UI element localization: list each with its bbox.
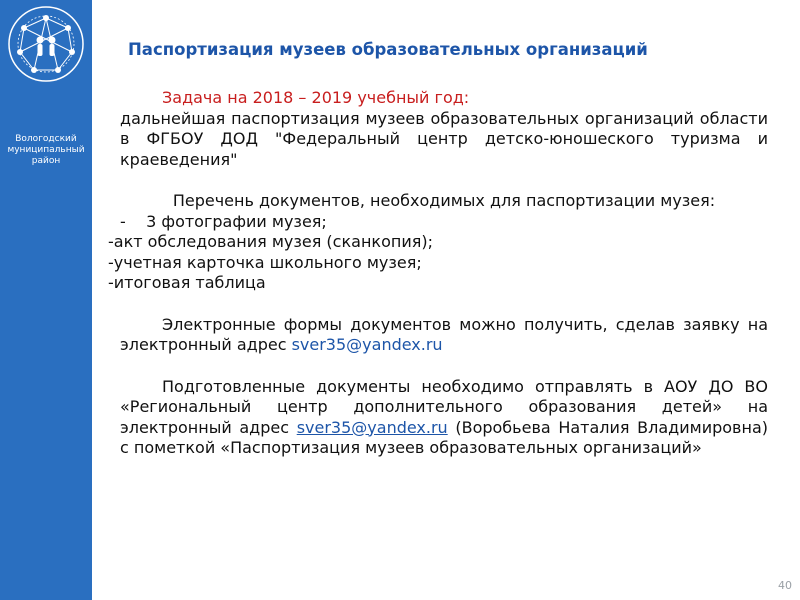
page-title: Паспортизация музеев образовательных организаций (128, 40, 648, 59)
slide-content (108, 88, 768, 459)
submission-email-link[interactable]: sver35@yandex.ru (296, 417, 448, 437)
page-number: 40 (778, 579, 792, 592)
submission-text-after: (Воробьева Наталия Владимировна) с пометкой «Паспортизация музеев образовательных организаций» (120, 417, 768, 457)
task-heading: Задача на 2018 – 2019 учебный год: (162, 88, 470, 107)
task-text: дальнейшая паспортизация музеев образовательных организаций области в ФГБОУ ДОД "Федеральный центр детско-юношеского туризма и краеведения" (120, 108, 768, 169)
document-item: - 3 фотографии музея; (120, 211, 327, 231)
district-label: Вологодский муниципальный район (7, 134, 85, 166)
submission-paragraph (120, 377, 768, 459)
document-item: -акт обследования музея (сканкопия); (108, 232, 433, 251)
document-item: -учетная карточка школьного музея; (108, 252, 422, 272)
children-logo-icon (6, 4, 86, 84)
electronic-paragraph (120, 315, 768, 356)
document-item: -итоговая таблица (108, 273, 266, 292)
documents-heading: Перечень документов, необходимых для паспортизации музея: (172, 191, 716, 210)
electronic-email-link[interactable]: sver35@yandex.ru (291, 335, 443, 354)
electronic-text: Электронные формы документов можно получить, сделав заявку на электронный адрес (120, 314, 768, 354)
submission-text-before: Подготовленные документы необходимо отправлять в АОУ ДО ВО «Региональный центр дополнительного образования детей» на электронный адрес (120, 376, 768, 437)
sidebar (0, 0, 92, 600)
